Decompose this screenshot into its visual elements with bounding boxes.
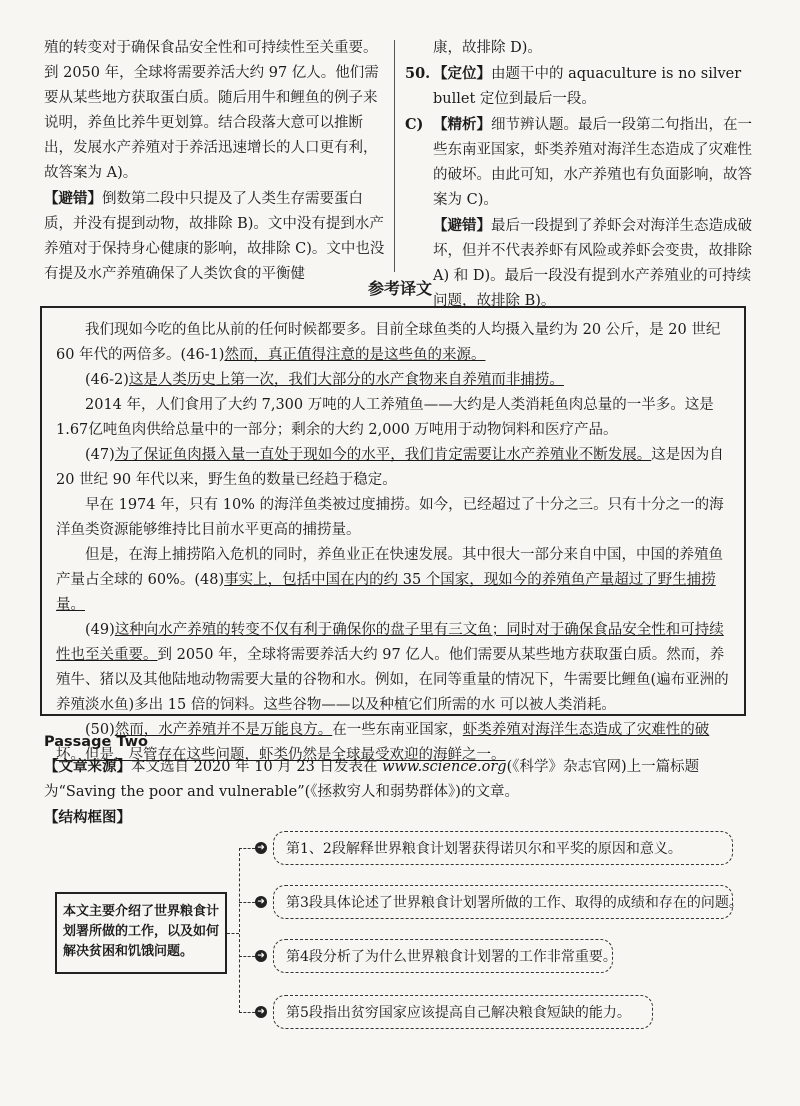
framework-label: 【结构框图】: [44, 810, 131, 826]
framework-item-box: 第5段指出贫穷国家应该提高自己解决粮食短缺的能力。: [273, 995, 653, 1029]
continuation-line: 康，故排除 D)。: [433, 40, 542, 56]
source-site: www.science.org: [382, 759, 507, 775]
left-column: [44, 36, 389, 287]
right-column: [405, 36, 760, 314]
translation-paragraph: (50)然而，水产养殖并不是万能良方。在一些东南亚国家，虾类养殖对海洋生态造成了灾难性的破坏。但是，尽管存在这些问题，虾类仍然是全球最受欢迎的海鲜之一。: [56, 722, 710, 763]
translation-paragraph: 2014 年，人们食用了大约 7,300 万吨的人工养殖鱼——大约是人类消耗鱼肉总量的一半多。这是 1.67亿吨鱼肉供给总量中的一部分；剩余的大约 2,000 万吨用于动物饲料和医疗产品。: [56, 397, 714, 438]
translation-paragraph: (46-2)这是人类历史上第一次，我们大部分的水产食物来自养殖而非捕捞。: [85, 372, 564, 388]
locate-tag: 【定位】: [433, 65, 491, 82]
analysis-tag: 【精析】: [433, 116, 491, 133]
branch-line: [239, 848, 240, 1013]
avoid-tag: 【避错】: [433, 217, 491, 234]
arrow-circle-icon: ➜: [255, 950, 267, 962]
locate-text: 由题干中的 aquaculture is no silver bullet 定位到最后一段。: [433, 66, 742, 107]
avoid-error-paragraph: [44, 186, 389, 287]
translation-paragraph: 但是，在海上捕捞陷入危机的同时，养鱼业正在快速发展。其中很大一部分来自中国，中国的养殖鱼产量占全球的 60%。(48)事实上，包括中国在内的约 35 个国家，现如今的养殖鱼产量超过了野生捕捞量。: [56, 547, 723, 613]
framework-item: [239, 937, 617, 975]
arrow-circle-icon: ➜: [255, 842, 267, 854]
framework-item-box: 第1、2段解释世界粮食计划署获得诺贝尔和平奖的原因和意义。: [273, 831, 733, 865]
translation-paragraph: 早在 1974 年，只有 10% 的海洋鱼类被过度捕捞。如今，已经超过了十分之三。只有十分之一的海洋鱼类资源能够维持比目前水平更高的捕捞量。: [56, 497, 724, 538]
summary-box: 本文主要介绍了世界粮食计划署所做的工作，以及如何解决贫困和饥饿问题。: [55, 892, 227, 974]
framework-item-box: 第3段具体论述了世界粮食计划署所做的工作、取得的成绩和存在的问题。: [273, 885, 733, 919]
question-50-locate: [405, 61, 760, 112]
framework-item-box: 第4段分析了为什么世界粮食计划署的工作非常重要。: [273, 939, 613, 973]
question-number: 50.: [405, 65, 431, 82]
analysis-text: 细节辨认题。最后一段第二句指出，在一些东南亚国家，虾类养殖对海洋生态造成了灾难性的破坏。由此可知，水产养殖也有负面影响，故答案为 C)。: [433, 117, 752, 208]
analysis-paragraph: 殖的转变对于确保食品安全性和可持续性至关重要。到 2050 年，全球将需要养活大约 97 亿人。他们需要从某些地方获取蛋白质。随后用牛和鲤鱼的例子来说明，养鱼比养牛更划算。结合段落大意可以推断出，发展水产养殖对于养活迅速增长的人口更有利，故答案为 A)。: [44, 40, 379, 181]
translation-title: 参考译文: [367, 279, 432, 298]
framework-item: [239, 829, 733, 867]
source-tag: 【文章来源】: [44, 759, 131, 775]
question-50-analysis: [405, 112, 760, 213]
passage-two-section: [44, 730, 764, 805]
avoid-text: 最后一段提到了养虾会对海洋生态造成破坏，但并不代表养虾有风险或养虾会变贵，故排除 A) 和 D)。最后一段没有提到水产养殖业的可持续问题，故排除 B)。: [433, 218, 752, 309]
arrow-circle-icon: ➜: [255, 1006, 267, 1018]
avoid-error-tag: 【避错】: [44, 190, 102, 207]
framework-item: [239, 993, 653, 1031]
translation-paragraph: 我们现如今吃的鱼比从前的任何时候都要多。目前全球鱼类的人均摄入量约为 20 公斤，是 20 世纪 60 年代的两倍多。(46-1)然而，真正值得注意的是这些鱼的来源。: [56, 322, 721, 363]
framework-item: [239, 883, 743, 921]
article-source: 【文章来源】本文选自 2020 年 10 月 23 日发表在 www.science.org(《科学》杂志官网)上一篇标题为“Saving the poor and vulnerable”(《拯救穷人和弱势群体》)的文章。: [44, 759, 700, 800]
answer-letter: C): [405, 116, 424, 133]
passage-heading: Passage Two: [44, 734, 148, 750]
translation-paragraph: (47)为了保证鱼肉摄入量一直处于现如今的水平，我们肯定需要让水产养殖业不断发展。这是因为自 20 世纪 90 年代以来，野生鱼的数量已经趋于稳定。: [56, 447, 724, 488]
avoid-error-text: 倒数第二段中只提及了人类生存需要蛋白质，并没有提到动物，故排除 B)。文中没有提到水产养殖对于保持身心健康的影响，故排除 C)。文中也没有提及水产养殖确保了人类饮食的平衡健: [44, 191, 385, 282]
arrow-circle-icon: ➜: [255, 896, 267, 908]
translation-paragraph: (49)这种向水产养殖的转变不仅有利于确保你的盘子里有三文鱼；同时对于确保食品安全性和可持续性也至关重要。到 2050 年，全球将需要养活大约 97 亿人。他们需要从某些地方获取蛋白质。然而，养殖牛、猪以及其他陆地动物需要大量的谷物和水。例如，在同等重量的情况下，牛需要比鲤鱼(遍布亚洲的养殖淡水鱼)多出 15 倍的饲料。这些谷物——以及种植它们所需的水 可以被人类消耗。: [56, 622, 729, 713]
connector-line: [227, 933, 239, 934]
column-divider: [394, 40, 395, 272]
